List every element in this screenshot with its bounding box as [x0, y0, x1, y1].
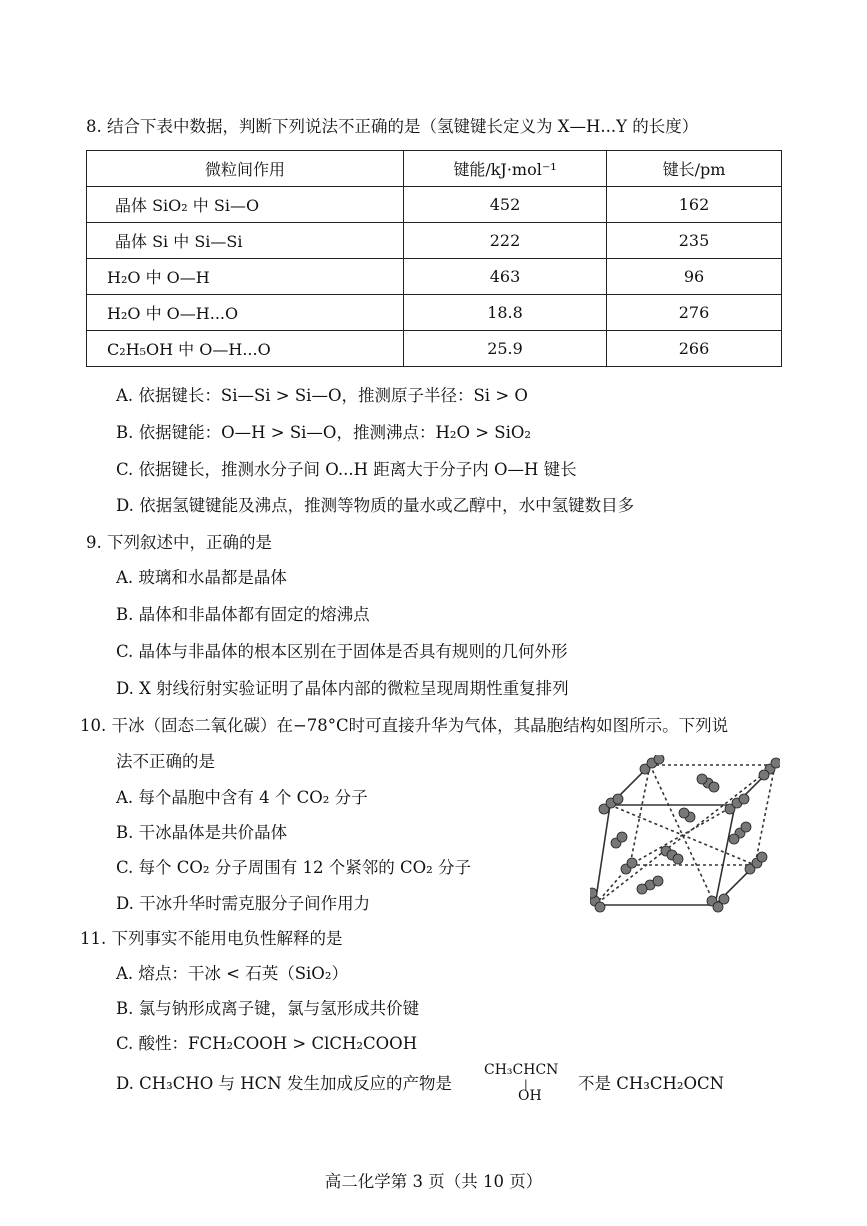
structure-main-chain: CH₃CHCN	[484, 1062, 559, 1078]
q10-option-c: C. 每个 CO₂ 分子周围有 12 个紧邻的 CO₂ 分子	[116, 858, 472, 877]
structure-hydroxyl: OH	[518, 1088, 542, 1104]
q11-stem: 11. 下列事实不能用电负性解释的是	[80, 929, 343, 948]
q10-option-d: D. 干冰升华时需克服分子间作用力	[116, 894, 371, 913]
table-cell: H₂O 中 O—H	[87, 259, 404, 295]
q8-stem: 8. 结合下表中数据，判断下列说法不正确的是（氢键键长定义为 X—H...Y 的长度）	[86, 117, 699, 136]
q9-option-b: B. 晶体和非晶体都有固定的熔沸点	[116, 605, 370, 624]
table-row	[87, 295, 782, 331]
table-row	[87, 187, 782, 223]
q8-option-a: A. 依据键长：Si—Si > Si—O，推测原子半径：Si > O	[116, 386, 528, 405]
table-cell: 晶体 Si 中 Si—Si	[87, 223, 404, 259]
table-cell: 18.8	[404, 295, 607, 331]
dry-ice-unit-cell-figure	[590, 755, 780, 920]
table-header-row	[87, 151, 782, 187]
q8-option-b: B. 依据键能：O—H > Si—O，推测沸点：H₂O > SiO₂	[116, 423, 532, 442]
table-header: 微粒间作用	[87, 151, 404, 187]
table-cell: 235	[607, 223, 782, 259]
q11-option-b: B. 氯与钠形成离子键，氯与氢形成共价键	[116, 999, 420, 1018]
table-header: 键能/kJ·mol⁻¹	[404, 151, 607, 187]
table-row	[87, 223, 782, 259]
table-cell: 452	[404, 187, 607, 223]
table-cell: 25.9	[404, 331, 607, 367]
page-footer: 高二化学第 3 页（共 10 页）	[324, 1172, 543, 1191]
q11-option-d-prefix: D. CH₃CHO 与 HCN 发生加成反应的产物是	[116, 1074, 452, 1093]
q10-option-b: B. 干冰晶体是共价晶体	[116, 823, 288, 842]
q8-option-d: D. 依据氢键键能及沸点，推测等物质的量水或乙醇中，水中氢键数目多	[116, 496, 635, 515]
table-cell: 96	[607, 259, 782, 295]
table-cell: 222	[404, 223, 607, 259]
q10-stem-line2: 法不正确的是	[116, 752, 215, 771]
table-row	[87, 259, 782, 295]
table-row	[87, 331, 782, 367]
cyanohydrin-structure	[484, 1062, 574, 1108]
q8-option-c: C. 依据键长，推测水分子间 O...H 距离大于分子内 O—H 键长	[116, 460, 577, 479]
q9-option-a: A. 玻璃和水晶都是晶体	[116, 568, 287, 587]
q9-option-d: D. X 射线衍射实验证明了晶体内部的微粒呈现周期性重复排列	[116, 679, 569, 698]
table-cell: 266	[607, 331, 782, 367]
table-cell: 162	[607, 187, 782, 223]
table-cell: 276	[607, 295, 782, 331]
structure-bond: |	[524, 1078, 528, 1091]
q9-stem: 9. 下列叙述中，正确的是	[86, 533, 272, 552]
table-header: 键长/pm	[607, 151, 782, 187]
q11-option-a: A. 熔点：干冰 < 石英（SiO₂）	[116, 964, 348, 983]
table-cell: H₂O 中 O—H...O	[87, 295, 404, 331]
table-cell: 晶体 SiO₂ 中 Si—O	[87, 187, 404, 223]
q10-stem-line1: 10. 干冰（固态二氧化碳）在−78°C时可直接升华为气体，其晶胞结构如图所示。下列说	[80, 716, 729, 735]
q10-option-a: A. 每个晶胞中含有 4 个 CO₂ 分子	[116, 788, 368, 807]
bond-data-table	[86, 150, 782, 367]
table-cell: 463	[404, 259, 607, 295]
q11-option-d-suffix: 不是 CH₃CH₂OCN	[578, 1074, 725, 1093]
q11-option-c: C. 酸性：FCH₂COOH > ClCH₂COOH	[116, 1034, 418, 1053]
q9-option-c: C. 晶体与非晶体的根本区别在于固体是否具有规则的几何外形	[116, 642, 568, 661]
table-cell: C₂H₅OH 中 O—H...O	[87, 331, 404, 367]
